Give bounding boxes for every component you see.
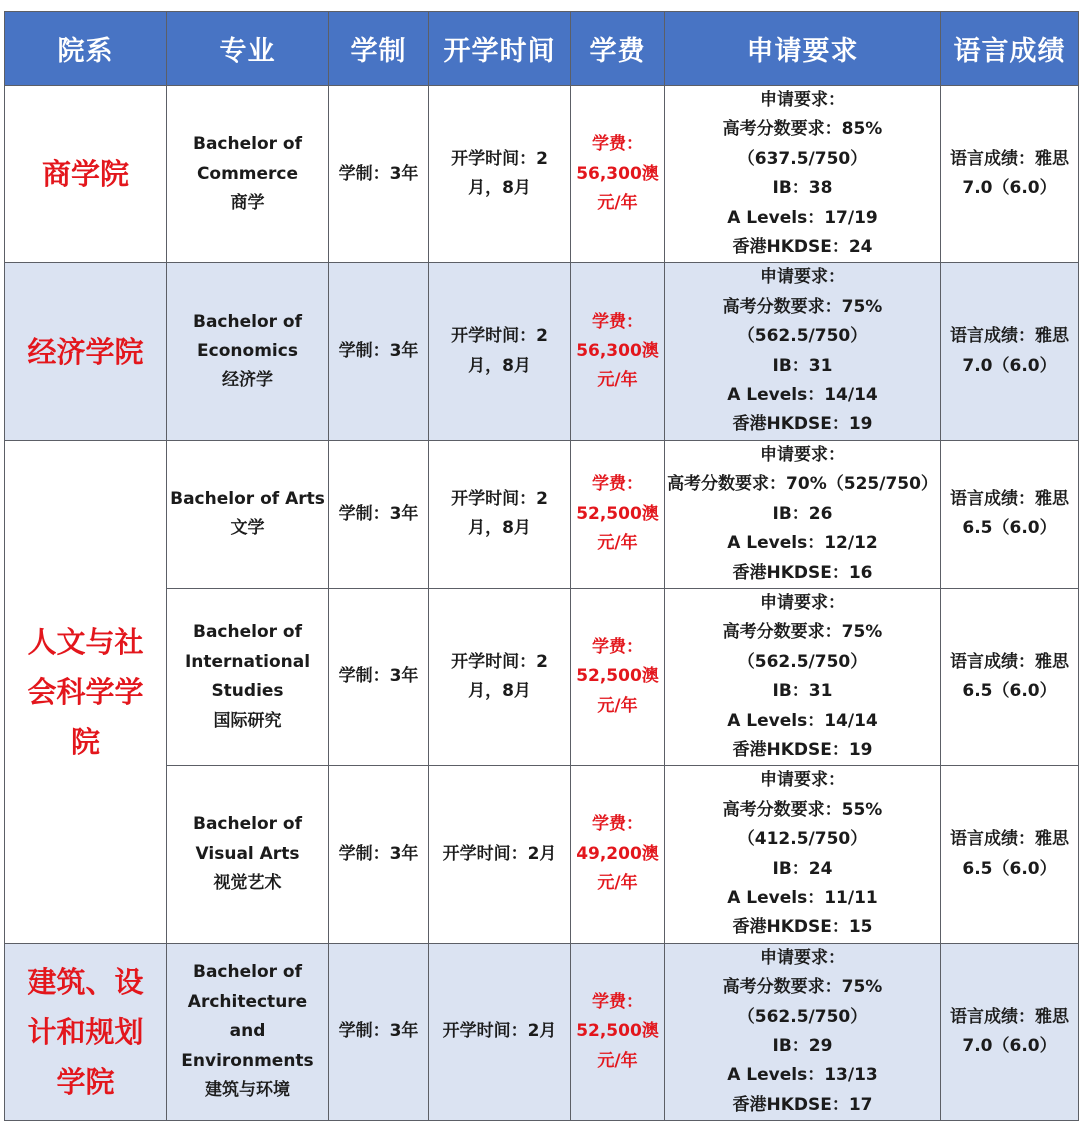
requirement-line: 高考分数要求：75% xyxy=(722,296,883,317)
program-name xyxy=(167,766,329,943)
requirement-line: IB：29 xyxy=(772,1036,833,1056)
requirement-line: 申请要求： xyxy=(760,444,845,465)
college-name-line: 院 xyxy=(70,724,100,759)
program-name-line: Bachelor of xyxy=(192,814,303,835)
college-name-line: 会科学学 xyxy=(27,674,144,709)
requirement-line: 申请要求： xyxy=(760,770,845,791)
program-name-line: Bachelor of xyxy=(192,134,303,155)
admissions-table xyxy=(4,11,1079,1121)
fee-line: 元/年 xyxy=(597,533,638,554)
duration-cell: 学制：3年 xyxy=(329,943,429,1120)
requirement-line: 香港HKDSE：24 xyxy=(732,237,873,258)
program-name xyxy=(167,943,329,1120)
college-name xyxy=(5,86,167,263)
fee-line: 49,200澳 xyxy=(576,843,659,864)
header-intake: 开学时间 xyxy=(429,12,571,86)
header-duration: 学制 xyxy=(329,12,429,86)
program-name-line: Bachelor of xyxy=(192,311,303,332)
table-row xyxy=(5,588,1079,765)
language-cell: 语言成绩：雅思6.5（6.0） xyxy=(941,588,1079,765)
requirement-line: （562.5/750） xyxy=(737,1006,868,1027)
fee-line: 元/年 xyxy=(597,1050,638,1071)
fee-line: 元/年 xyxy=(597,370,638,391)
table-row xyxy=(5,86,1079,263)
program-name-line: 商学 xyxy=(230,192,265,213)
header-program: 专业 xyxy=(167,12,329,86)
college-name-line: 经济学院 xyxy=(27,334,144,369)
program-name-line: Bachelor of xyxy=(192,622,303,643)
fee-line: 元/年 xyxy=(597,695,638,716)
requirement-line: IB：31 xyxy=(772,681,833,702)
requirement-line: （412.5/750） xyxy=(737,829,868,850)
requirement-line: 高考分数要求：75% xyxy=(722,977,883,998)
requirement-line: 申请要求： xyxy=(760,267,845,288)
intake-cell: 开学时间：2月 xyxy=(429,766,571,943)
table-body xyxy=(5,86,1079,1121)
header-requirements: 申请要求 xyxy=(665,12,941,86)
college-name-line: 人文与社 xyxy=(27,624,144,659)
fee-line: 元/年 xyxy=(597,192,638,213)
language-cell: 语言成绩：雅思6.5（6.0） xyxy=(941,440,1079,588)
requirements-cell xyxy=(665,440,941,588)
requirement-line: IB：31 xyxy=(772,355,833,376)
requirements-cell xyxy=(665,86,941,263)
fee-cell xyxy=(571,943,665,1120)
program-name-line: Studies xyxy=(211,681,284,702)
fee-line: 学费： xyxy=(592,637,643,658)
duration-cell: 学制：3年 xyxy=(329,588,429,765)
requirement-line: 香港HKDSE：17 xyxy=(732,1094,873,1115)
fee-line: 52,500澳 xyxy=(576,666,659,687)
language-cell: 语言成绩：雅思7.0（6.0） xyxy=(941,943,1079,1120)
requirement-line: A Levels：17/19 xyxy=(727,207,878,228)
fee-line: 学费： xyxy=(592,814,643,835)
college-name-line: 建筑、设 xyxy=(27,965,144,999)
fee-line: 56,300澳 xyxy=(576,340,659,361)
program-name-line: 建筑与环境 xyxy=(205,1080,290,1101)
duration-cell: 学制：3年 xyxy=(329,440,429,588)
language-cell: 语言成绩：雅思7.0（6.0） xyxy=(941,86,1079,263)
requirement-line: 高考分数要求：85% xyxy=(722,119,883,140)
table-row xyxy=(5,263,1079,440)
fee-cell xyxy=(571,263,665,440)
requirement-line: 申请要求： xyxy=(760,592,845,613)
requirement-line: A Levels：12/12 xyxy=(727,533,878,554)
requirement-line: A Levels：14/14 xyxy=(727,710,878,731)
program-name-line: Architecture and xyxy=(187,991,308,1042)
program-name-line: 文学 xyxy=(230,518,265,539)
duration-cell: 学制：3年 xyxy=(329,86,429,263)
fee-line: 52,500澳 xyxy=(576,503,659,524)
fee-line: 学费： xyxy=(592,474,643,495)
program-name xyxy=(167,86,329,263)
intake-cell: 开学时间：2月，8月 xyxy=(429,440,571,588)
program-name-line: Economics xyxy=(197,340,298,361)
header-row xyxy=(5,12,1079,86)
requirements-cell xyxy=(665,943,941,1120)
fee-cell xyxy=(571,440,665,588)
requirement-line: （562.5/750） xyxy=(737,326,868,347)
header-college: 院系 xyxy=(5,12,167,86)
table-row xyxy=(5,766,1079,943)
table-row xyxy=(5,943,1079,1120)
fee-line: 56,300澳 xyxy=(576,163,659,184)
college-name-line: 商学院 xyxy=(41,157,129,192)
program-name-line: 国际研究 xyxy=(213,710,282,731)
program-name-line: Environments xyxy=(181,1050,314,1071)
header-language: 语言成绩 xyxy=(941,12,1079,86)
intake-cell: 开学时间：2月 xyxy=(429,943,571,1120)
language-cell: 语言成绩：雅思7.0（6.0） xyxy=(941,263,1079,440)
duration-cell: 学制：3年 xyxy=(329,263,429,440)
requirement-line: A Levels：13/13 xyxy=(727,1065,878,1086)
requirements-cell xyxy=(665,766,941,943)
duration-cell: 学制：3年 xyxy=(329,766,429,943)
intake-cell: 开学时间：2月，8月 xyxy=(429,588,571,765)
header-fee: 学费 xyxy=(571,12,665,86)
requirement-line: 高考分数要求：55% xyxy=(722,799,883,820)
requirement-line: 申请要求： xyxy=(760,90,845,110)
program-name-line: Visual Arts xyxy=(195,843,300,864)
requirement-line: IB：38 xyxy=(772,178,833,199)
language-cell: 语言成绩：雅思6.5（6.0） xyxy=(941,766,1079,943)
requirement-line: 香港HKDSE：19 xyxy=(732,739,873,760)
program-name-line: Bachelor of xyxy=(192,962,303,983)
requirement-line: 香港HKDSE：19 xyxy=(732,414,873,435)
fee-line: 学费： xyxy=(592,311,643,332)
requirement-line: 高考分数要求：70%（525/750） xyxy=(667,474,938,495)
requirement-line: A Levels：11/11 xyxy=(727,887,878,908)
requirements-cell xyxy=(665,588,941,765)
program-name xyxy=(167,440,329,588)
requirement-line: IB：26 xyxy=(772,503,833,524)
program-name-line: Commerce xyxy=(196,163,299,184)
college-name xyxy=(5,263,167,440)
program-name-line: Bachelor of Arts xyxy=(170,488,325,509)
intake-cell: 开学时间：2月，8月 xyxy=(429,263,571,440)
intake-cell: 开学时间：2月，8月 xyxy=(429,86,571,263)
program-name-line: 视觉艺术 xyxy=(213,873,282,894)
college-name-line: 计和规划 xyxy=(27,1015,144,1049)
program-name-line: 经济学 xyxy=(222,370,273,391)
fee-cell xyxy=(571,86,665,263)
college-name xyxy=(5,440,167,943)
fee-cell xyxy=(571,588,665,765)
requirements-cell xyxy=(665,263,941,440)
program-name xyxy=(167,588,329,765)
requirement-line: （637.5/750） xyxy=(737,148,868,169)
requirement-line: 香港HKDSE：15 xyxy=(732,917,873,938)
program-name xyxy=(167,263,329,440)
requirement-line: （562.5/750） xyxy=(737,651,868,672)
requirement-line: 高考分数要求：75% xyxy=(722,622,883,643)
fee-cell xyxy=(571,766,665,943)
table-row xyxy=(5,440,1079,588)
requirement-line: IB：24 xyxy=(772,858,833,879)
fee-line: 学费： xyxy=(592,991,643,1012)
requirement-line: A Levels：14/14 xyxy=(727,385,878,406)
requirement-line: 申请要求： xyxy=(760,947,845,968)
college-name-line: 学院 xyxy=(56,1065,115,1099)
college-name xyxy=(5,943,167,1120)
fee-line: 52,500澳 xyxy=(576,1021,659,1042)
requirement-line: 香港HKDSE：16 xyxy=(732,562,873,583)
program-name-line: International xyxy=(184,651,311,672)
fee-line: 学费： xyxy=(592,134,643,155)
fee-line: 元/年 xyxy=(597,873,638,894)
